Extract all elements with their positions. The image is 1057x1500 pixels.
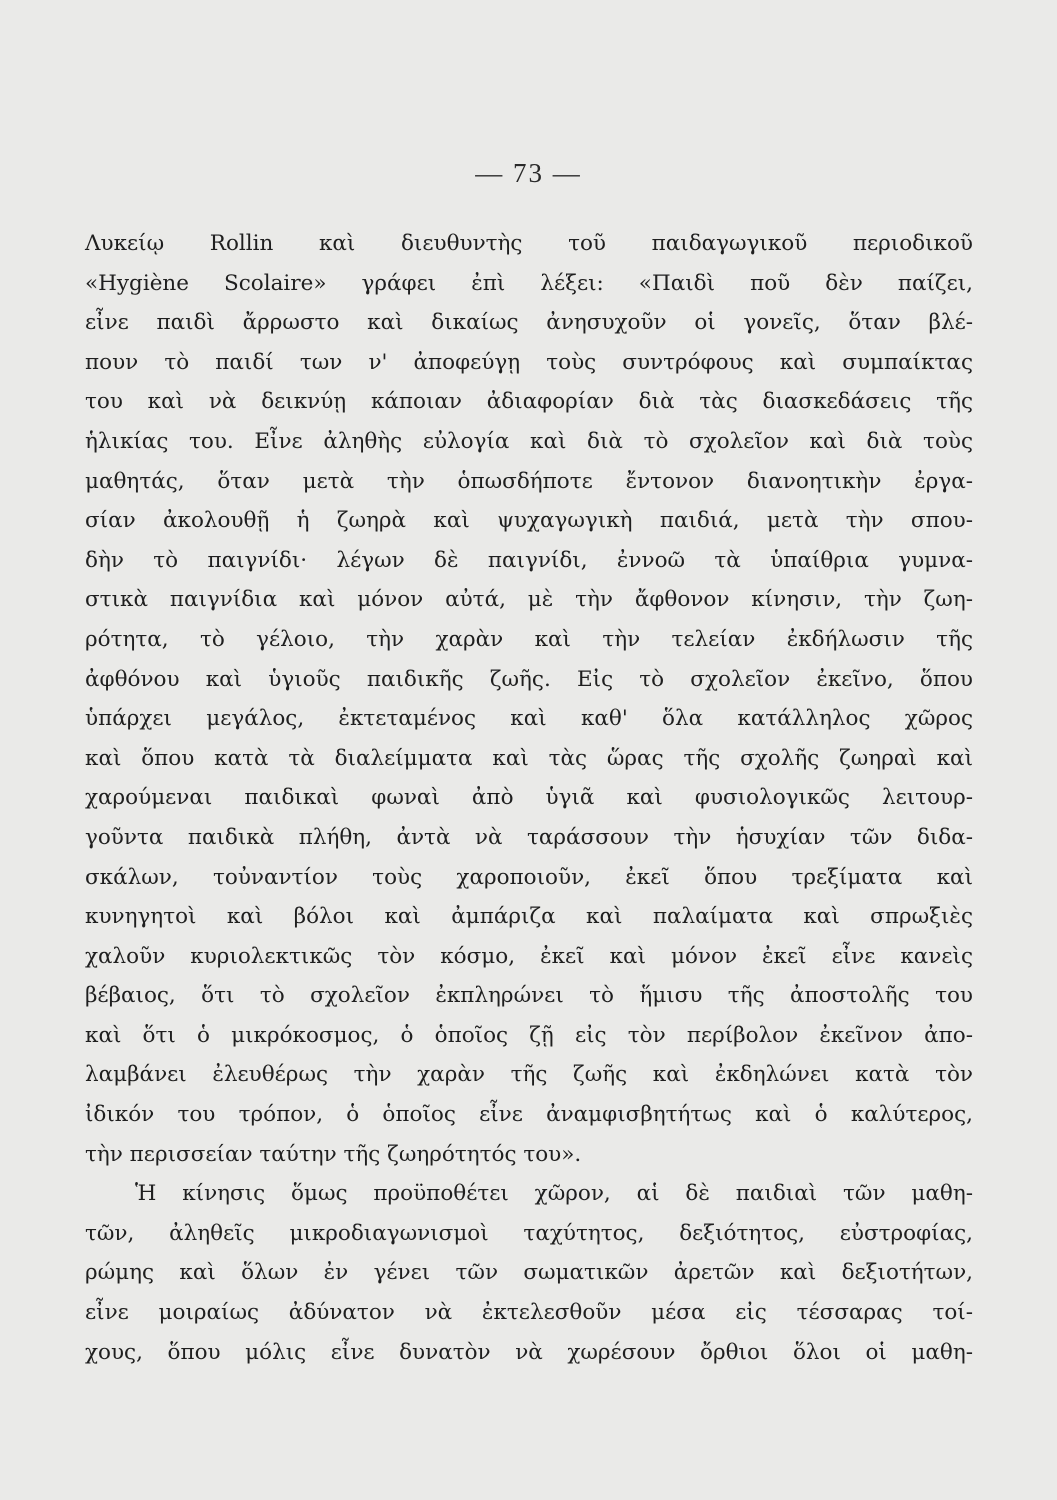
text-line: βέβαιος, ὅτι τὸ σχολεῖον ἐκπληρώνει τὸ ἥμισυ τῆς ἀποστολῆς του <box>85 983 973 1009</box>
paragraph-end-line: τὴν περισσείαν ταύτην τῆς ζωηρότητός του». <box>85 1141 582 1167</box>
text-line: κυνηγητοὶ καὶ βόλοι καὶ ἀμπάριζα καὶ παλαίματα καὶ σπρωξιὲς <box>85 904 973 930</box>
text-line: εἶνε παιδὶ ἄρρωστο καὶ δικαίως ἀνησυχοῦν οἱ γονεῖς, ὅταν βλέ- <box>85 310 973 336</box>
text-line: σκάλων, τοὐναντίον τοὺς χαροποιοῦν, ἐκεῖ ὅπου τρεξίματα καὶ <box>85 864 973 890</box>
page-number: — 73 — <box>475 158 582 188</box>
text-line: εἶνε μοιραίως ἀδύνατον νὰ ἐκτελεσθοῦν μέσα εἰς τέσσαρας τοί- <box>85 1300 973 1326</box>
text-line: χαρούμεναι παιδικαὶ φωναὶ ἀπὸ ὑγιᾶ καὶ φυσιολογικῶς λειτουρ- <box>85 785 973 811</box>
text-line: γοῦντα παιδικὰ πλήθη, ἀντὰ νὰ ταράσσουν τὴν ἡσυχίαν τῶν διδα- <box>85 824 973 850</box>
text-line: στικὰ παιγνίδια καὶ μόνον αὐτά, μὲ τὴν ἄφθονον κίνησιν, τὴν ζωη- <box>85 587 973 613</box>
text-line: ρότητα, τὸ γέλοιο, τὴν χαρὰν καὶ τὴν τελείαν ἐκδήλωσιν τῆς <box>85 626 973 652</box>
text-line: ἀφθόνου καὶ ὑγιοῦς παιδικῆς ζωῆς. Εἰς τὸ σχολεῖον ἐκεῖνο, ὅπου <box>85 666 973 692</box>
text-line: καὶ ὅπου κατὰ τὰ διαλείμματα καὶ τὰς ὥρας τῆς σχολῆς ζωηραὶ καὶ <box>85 745 973 771</box>
paragraph-start-line: Ἡ κίνησις ὅμως προϋποθέτει χῶρον, αἱ δὲ παιδιαὶ τῶν μαθη- <box>135 1181 973 1207</box>
text-line: χους, ὅπου μόλις εἶνε δυνατὸν νὰ χωρέσουν ὄρθιοι ὅλοι οἱ μαθη- <box>85 1339 973 1365</box>
body-text <box>85 224 973 1372</box>
text-line: ὑπάρχει μεγάλος, ἐκτεταμένος καὶ καθ' ὅλα κατάλληλος χῶρος <box>85 706 973 732</box>
text-line: καὶ ὅτι ὁ μικρόκοσμος, ὁ ὁποῖος ζῇ εἰς τὸν περίβολον ἐκεῖνον ἀπο- <box>85 1022 973 1048</box>
text-line: του καὶ νὰ δεικνύῃ κάποιαν ἀδιαφορίαν διὰ τὰς διασκεδάσεις τῆς <box>85 389 973 415</box>
text-line: «Hygiène Scolaire» γράφει ἐπὶ λέξει: «Παιδὶ ποῦ δὲν παίζει, <box>85 270 973 296</box>
text-line: σίαν ἀκολουθῇ ἡ ζωηρὰ καὶ ψυχαγωγικὴ παιδιά, μετὰ τὴν σπου- <box>85 508 973 534</box>
text-line: ρώμης καὶ ὅλων ἐν γένει τῶν σωματικῶν ἀρετῶν καὶ δεξιοτήτων, <box>85 1260 973 1286</box>
text-line: τῶν, ἀληθεῖς μικροδιαγωνισμοὶ ταχύτητος, δεξιότητος, εὐστροφίας, <box>85 1220 973 1246</box>
text-line: ἡλικίας του. Εἶνε ἀληθὴς εὐλογία καὶ διὰ τὸ σχολεῖον καὶ διὰ τοὺς <box>85 428 973 454</box>
text-line: ἰδικόν του τρόπον, ὁ ὁποῖος εἶνε ἀναμφισβητήτως καὶ ὁ καλύτερος, <box>85 1102 973 1128</box>
text-line: λαμβάνει ἐλευθέρως τὴν χαρὰν τῆς ζωῆς καὶ ἐκδηλώνει κατὰ τὸν <box>85 1062 973 1088</box>
text-line: Λυκείῳ Rollin καὶ διευθυντὴς τοῦ παιδαγωγικοῦ περιοδικοῦ <box>85 231 973 256</box>
text-line: δὴν τὸ παιγνίδι· λέγων δὲ παιγνίδι, ἐννοῶ τὰ ὑπαίθρια γυμνα- <box>85 547 973 573</box>
text-line: μαθητάς, ὅταν μετὰ τὴν ὁπωσδήποτε ἔντονον διανοητικὴν ἐργα- <box>85 468 973 494</box>
text-line: χαλοῦν κυριολεκτικῶς τὸν κόσμο, ἐκεῖ καὶ μόνον ἐκεῖ εἶνε κανεὶς <box>85 943 973 969</box>
text-line: πουν τὸ παιδί των ν' ἀποφεύγῃ τοὺς συντρόφους καὶ συμπαίκτας <box>85 349 973 375</box>
